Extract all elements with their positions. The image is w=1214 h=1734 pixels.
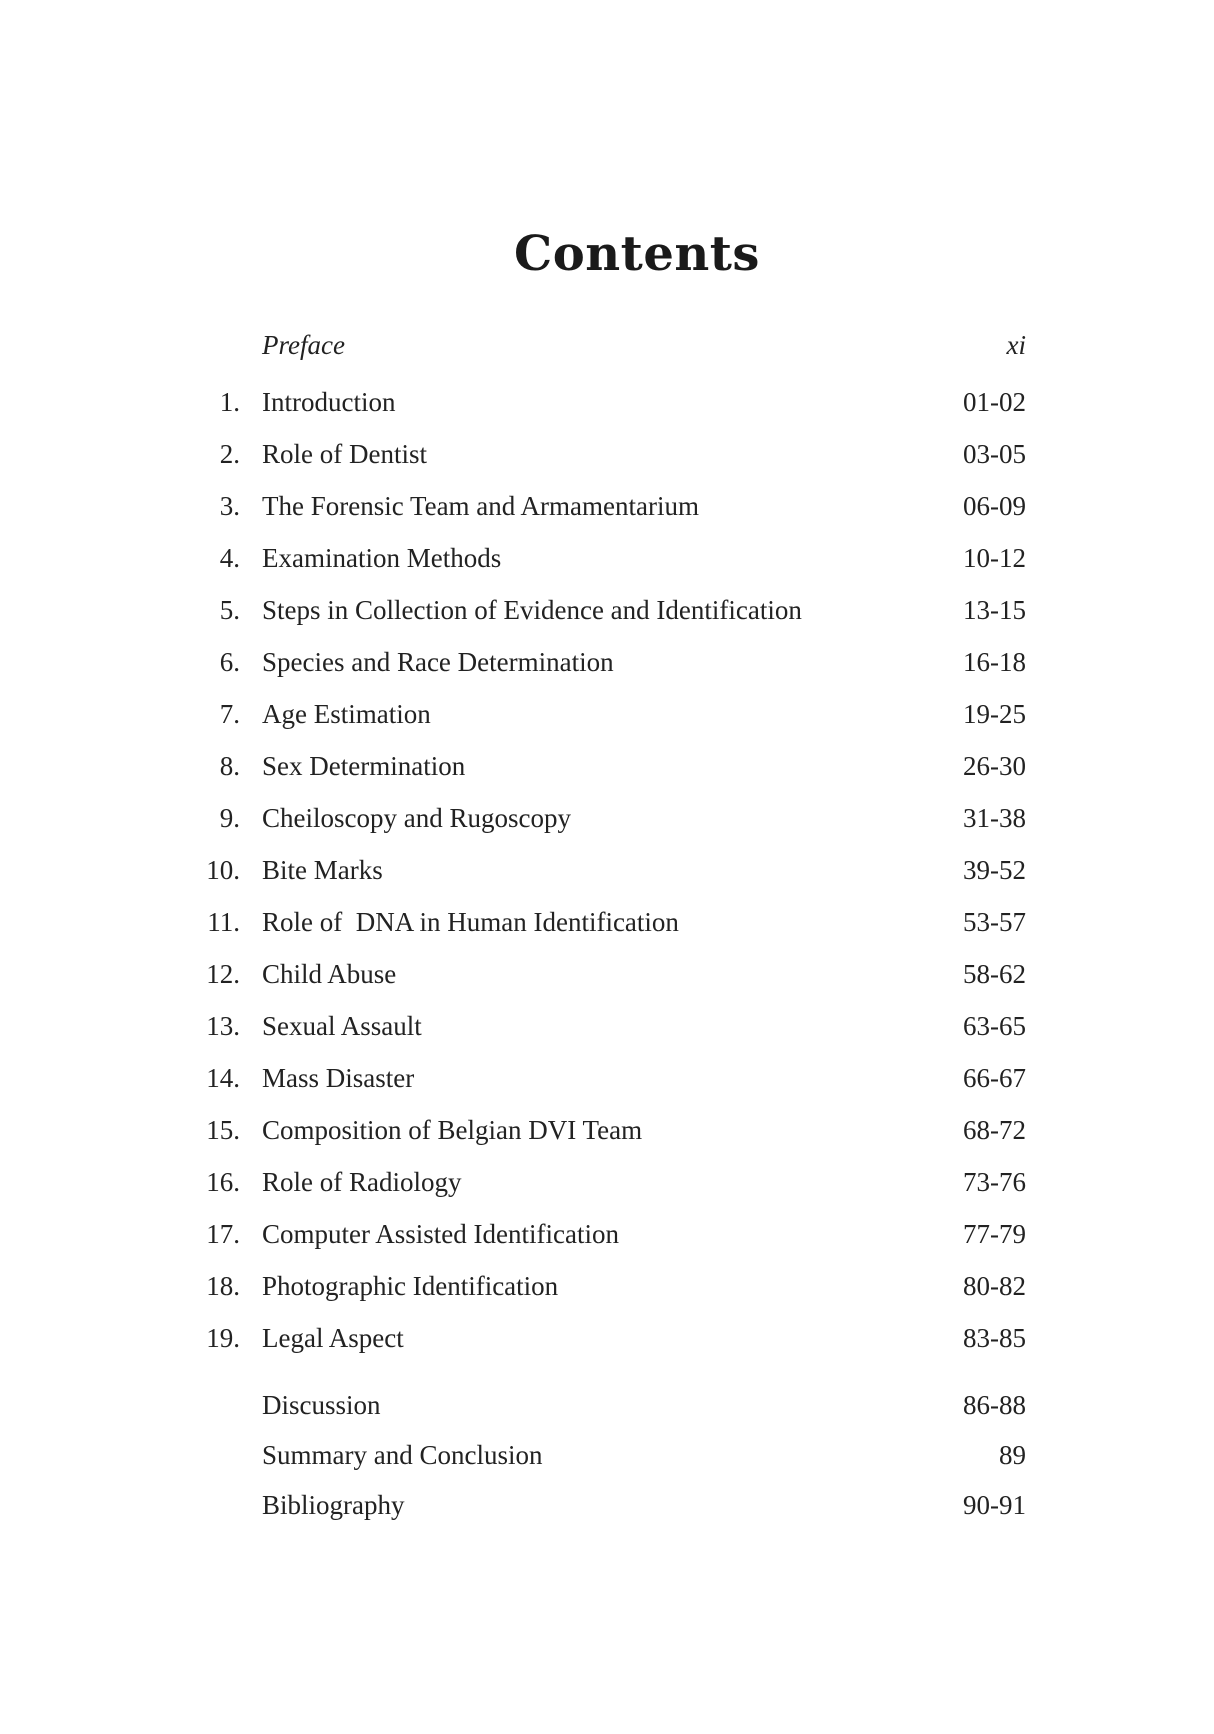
toc-entry-title: Steps in Collection of Evidence and Identification xyxy=(262,595,802,625)
toc-entry-number: 11. xyxy=(207,907,240,937)
toc-entry[interactable] xyxy=(0,590,1214,630)
toc-entry[interactable] xyxy=(0,694,1214,734)
toc-entry-pages: 83-85 xyxy=(963,1323,1026,1353)
toc-entry-pages: 31-38 xyxy=(963,803,1026,833)
toc-entry[interactable] xyxy=(0,382,1214,422)
toc-entry-title: Sexual Assault xyxy=(262,1011,422,1041)
toc-entry[interactable] xyxy=(0,1266,1214,1306)
toc-entry-number: 7. xyxy=(219,699,240,729)
toc-entry-title: Introduction xyxy=(262,387,396,417)
toc-entry-pages: 80-82 xyxy=(963,1271,1026,1301)
toc-entry[interactable] xyxy=(0,1214,1214,1254)
toc-entry-pages: 26-30 xyxy=(963,751,1026,781)
toc-entry-discussion[interactable] xyxy=(0,1385,1214,1425)
toc-entry-pages: 73-76 xyxy=(963,1167,1026,1197)
toc-entry-pages: 16-18 xyxy=(963,647,1026,677)
toc-entry-number: 9. xyxy=(219,803,240,833)
toc-entry-pages: 53-57 xyxy=(963,907,1026,937)
toc-entry-pages: 03-05 xyxy=(963,439,1026,469)
toc-entry-pages: 01-02 xyxy=(963,387,1026,417)
toc-entry-bibliography[interactable] xyxy=(0,1485,1214,1525)
toc-entry-title: Examination Methods xyxy=(262,543,502,573)
toc-entry-pages: 10-12 xyxy=(963,543,1026,573)
toc-entry-pages: 66-67 xyxy=(963,1063,1026,1093)
toc-entry-pages: 89 xyxy=(999,1440,1026,1470)
toc-entry[interactable] xyxy=(0,642,1214,682)
toc-entry[interactable] xyxy=(0,1006,1214,1046)
toc-entry-title: The Forensic Team and Armamentarium xyxy=(262,491,699,521)
toc-entry-number: 6. xyxy=(219,647,240,677)
toc-entry[interactable] xyxy=(0,1058,1214,1098)
toc-entry-number: 15. xyxy=(206,1115,240,1145)
toc-entry-pages: 58-62 xyxy=(963,959,1026,989)
toc-entry-title: Child Abuse xyxy=(262,959,397,989)
toc-entry-pages: 06-09 xyxy=(963,491,1026,521)
toc-entry-pages: 13-15 xyxy=(963,595,1026,625)
toc-entry-number: 4. xyxy=(219,543,240,573)
toc-entry-preface[interactable] xyxy=(0,325,1214,365)
toc-entry-summary[interactable] xyxy=(0,1435,1214,1475)
toc-entry-number: 14. xyxy=(206,1063,240,1093)
toc-entry-title: Composition of Belgian DVI Team xyxy=(262,1115,643,1145)
toc-entry-number: 17. xyxy=(206,1219,240,1249)
toc-entry-pages: 68-72 xyxy=(963,1115,1026,1145)
toc-entry-title: Sex Determination xyxy=(262,751,466,781)
toc-entry-title: Computer Assisted Identification xyxy=(262,1219,619,1249)
toc-entry[interactable] xyxy=(0,798,1214,838)
toc-entry-number: 19. xyxy=(206,1323,240,1353)
toc-entry[interactable] xyxy=(0,1318,1214,1358)
page-title: Contents xyxy=(514,226,760,282)
toc-entry-title: Preface xyxy=(262,330,345,360)
toc-entry-pages: xi xyxy=(1006,330,1026,360)
toc-entry-title: Species and Race Determination xyxy=(262,647,614,677)
toc-entry-number: 16. xyxy=(206,1167,240,1197)
toc-entry-pages: 90-91 xyxy=(963,1490,1026,1520)
toc-entry-pages: 19-25 xyxy=(963,699,1026,729)
toc-entry-pages: 86-88 xyxy=(963,1390,1026,1420)
toc-entry-number: 2. xyxy=(219,439,240,469)
toc-entry-pages: 39-52 xyxy=(963,855,1026,885)
toc-entry[interactable] xyxy=(0,746,1214,786)
toc-entry-number: 12. xyxy=(206,959,240,989)
toc-entry[interactable] xyxy=(0,850,1214,890)
toc-entry-title: Mass Disaster xyxy=(262,1063,415,1093)
toc-entry-title: Bibliography xyxy=(262,1490,405,1520)
toc-entry-number: 10. xyxy=(206,855,240,885)
toc-entry[interactable] xyxy=(0,538,1214,578)
toc-entry-title: Role of Dentist xyxy=(262,439,427,469)
toc-entry-title: Summary and Conclusion xyxy=(262,1440,543,1470)
toc-entry-number: 5. xyxy=(219,595,240,625)
toc-entry-number: 1. xyxy=(219,387,240,417)
toc-entry-title: Discussion xyxy=(262,1390,381,1420)
toc-entry-number: 13. xyxy=(206,1011,240,1041)
toc-entry[interactable] xyxy=(0,954,1214,994)
toc-entry-pages: 63-65 xyxy=(963,1011,1026,1041)
toc-entry[interactable] xyxy=(0,902,1214,942)
toc-entry-title: Role of DNA in Human Identification xyxy=(262,907,679,937)
toc-entry[interactable] xyxy=(0,434,1214,474)
toc-entry-title: Legal Aspect xyxy=(262,1323,404,1353)
toc-entry-number: 3. xyxy=(219,491,240,521)
toc-entry-title: Cheiloscopy and Rugoscopy xyxy=(262,803,571,833)
toc-entry[interactable] xyxy=(0,486,1214,526)
toc-entry-title: Bite Marks xyxy=(262,855,383,885)
toc-entry[interactable] xyxy=(0,1162,1214,1202)
toc-entry-title: Age Estimation xyxy=(262,699,431,729)
toc-entry-number: 8. xyxy=(219,751,240,781)
toc-entry-title: Role of Radiology xyxy=(262,1167,462,1197)
toc-entry[interactable] xyxy=(0,1110,1214,1150)
toc-entry-number: 18. xyxy=(206,1271,240,1301)
toc-entry-title: Photographic Identification xyxy=(262,1271,559,1301)
toc-entry-pages: 77-79 xyxy=(963,1219,1026,1249)
